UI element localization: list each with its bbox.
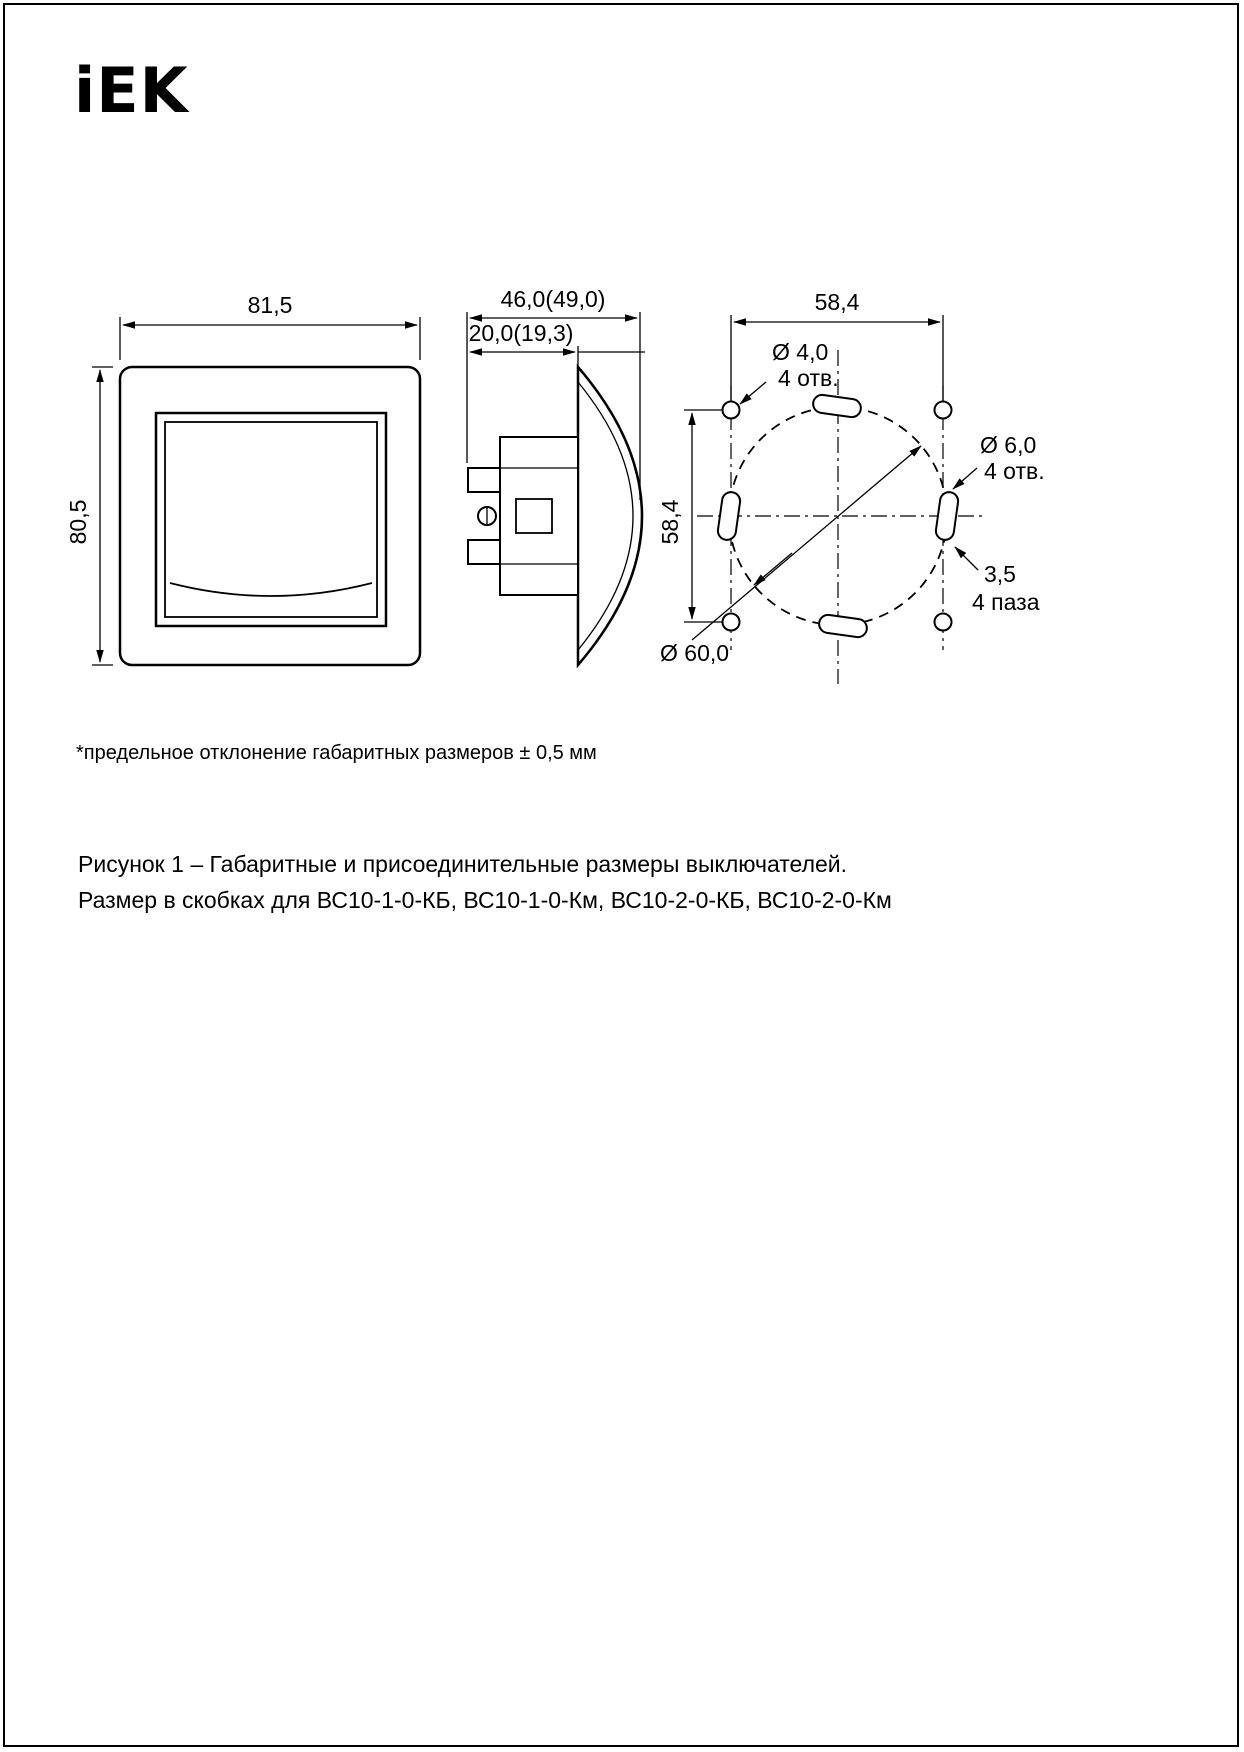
side-view (467, 286, 645, 665)
figure-caption-line1: Рисунок 1 – Габаритные и присоединительные размеры выключателей. (78, 851, 848, 877)
figure-caption (78, 846, 892, 918)
front-width-dimension (120, 292, 420, 360)
hole-small-count-label: 4 отв. (778, 365, 839, 391)
slot-bottom (818, 614, 868, 639)
tolerance-note: *предельное отклонение габаритных размеров ± 0,5 мм (76, 742, 597, 764)
iek-logo-text: iEK (74, 54, 189, 127)
mounting-view (657, 289, 1045, 684)
side-front-depth-label: 20,0(19,3) (468, 320, 574, 346)
hole-bottom-right (935, 614, 952, 631)
side-claw-top (468, 468, 500, 492)
front-height-label: 80,5 (65, 499, 91, 545)
figure-caption-line2: Размер в скобках для ВС10-1-0-КБ, ВС10-1-0-Км, ВС10-2-0-КБ, ВС10-2-0-Км (78, 887, 892, 913)
iek-logo (74, 54, 190, 127)
slot-count-label: 4 паза (972, 589, 1040, 615)
slot-left (717, 491, 742, 541)
side-mechanism-body (500, 437, 578, 595)
side-front-depth-dimension (469, 320, 645, 368)
hole-small-dia-label: Ø 4,0 (772, 339, 829, 365)
circle-diameter-label: Ø 60,0 (660, 640, 730, 666)
technical-drawing (0, 0, 1244, 720)
hole-bottom-left (723, 614, 740, 631)
slot-right (935, 491, 960, 541)
side-claw-bottom (468, 540, 500, 564)
hole-large-dia-label: Ø 6,0 (980, 432, 1037, 458)
mount-pitch-horizontal-label: 58,4 (814, 289, 860, 315)
front-height-dimension (65, 367, 113, 665)
side-depth-label: 46,0(49,0) (500, 286, 606, 312)
slot-top (812, 394, 862, 419)
hole-top-left (723, 402, 740, 419)
slot-width-label: 3,5 (984, 561, 1016, 587)
circle-diameter-dimension (660, 446, 921, 666)
hole-top-right (935, 402, 952, 419)
front-view (65, 292, 420, 665)
hole-large-count-label: 4 отв. (984, 458, 1045, 484)
slot-callout (955, 547, 1040, 615)
mount-pitch-vertical-label: 58,4 (657, 499, 683, 545)
hole-large-callout (953, 432, 1045, 489)
front-width-label: 81,5 (247, 292, 293, 318)
